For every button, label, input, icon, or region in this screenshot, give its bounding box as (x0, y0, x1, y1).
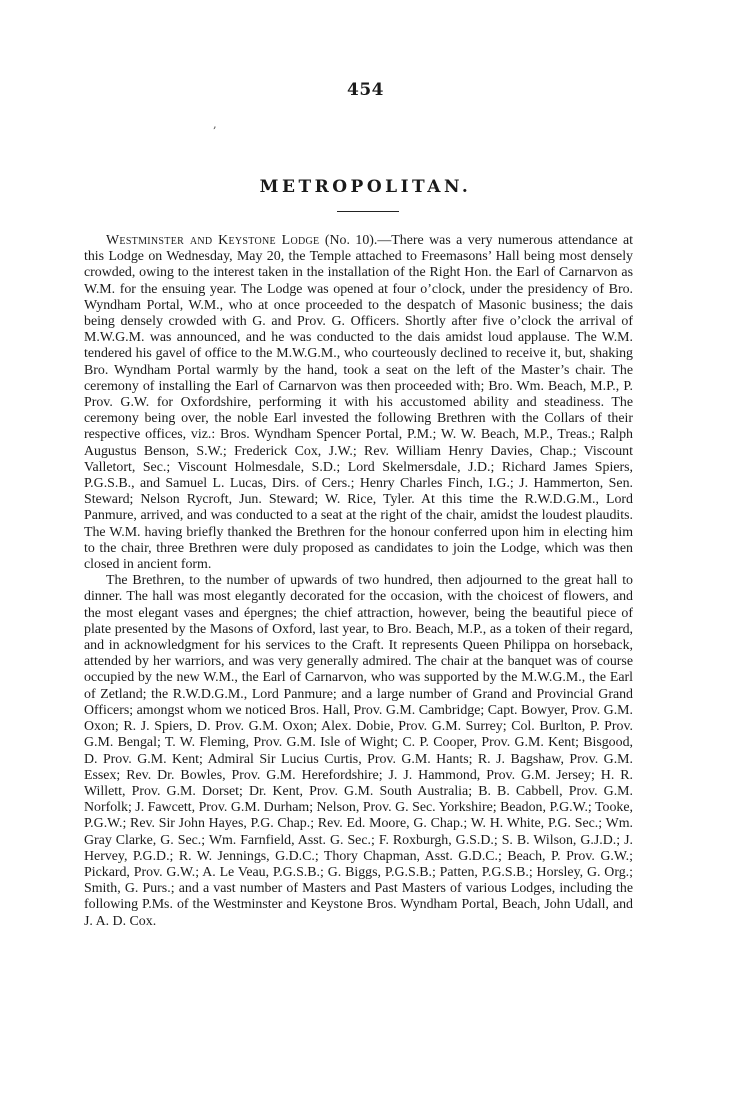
section-title: METROPOLITAN. (259, 177, 472, 197)
page-mark: ‚ (213, 118, 217, 131)
paragraph-text: (No. 10).—There was a very numerous attendance at this Lodge on Wednesday, May 20, the Temple attached to Freemasons’ Hall being most densely crowded, owing to the interest taken in the installation of the Right Hon. the Earl of Carnarvon as W.M. for the ensuing year. The Lodge was opened at four o’clock, under the presidency of Bro. Wyndham Portal, W.M., who at once proceeded to the despatch of Masonic business; the dais being densely crowded with G. and Prov. G. Officers. Shortly after five o’clock the arrival of M.W.G.M. was announced, and he was conducted to the dais amidst loud applause. The W.M. tendered his gavel of office to the M.W.G.M., who courteously declined to receive it, but, shaking Bro. Wyndham Portal warmly by the hand, took a seat on the left of the Master’s chair. The ceremony of installing the Earl of Carnarvon was then proceeded with; Bro. Wm. Beach, M.P., P. Prov. G.W. for Oxfordshire, performing it with his accustomed ability and steadiness. The ceremony being over, the noble Earl invested the following Brethren with the Collars of their respective offices, viz.: Bros. Wyndham Spencer Portal, P.M.; W. W. Beach, M.P., Treas.; Ralph Augustus Benson, S.W.; Frederick Cox, J.W.; Rev. William Henry Davies, Chap.; Viscount Valletort, Sec.; Viscount Holmesdale, S.D.; Lord Skelmersdale, J.D.; Richard James Spiers, P.G.S.B., and Samuel L. Lucas, Dirs. of Cers.; Henry Charles Finch, I.G.; J. Hammerton, Sen. Steward; Nelson Rycroft, Jun. Steward; W. Rice, Tyler. At this time the R.W.D.G.M., Lord Panmure, arrived, and was conducted to a seat at the right of the chair, amidst the loudest plaudits. The W.M. having briefly thanked the Brethren for the honour conferred upon him in electing him to the chair, three Brethren were duly proposed as candidates to join the Lodge, which was then closed in ancient form. (84, 233, 633, 573)
article-paragraph (84, 573, 633, 929)
article-paragraph (84, 233, 633, 573)
paragraph-text: The Brethren, to the number of upwards of two hundred, then adjourned to the great hall to dinner. The hall was most elegantly decorated for the occasion, with the choicest of flowers, and the most elegant vases and épergnes; the chief attraction, however, being the beautiful piece of plate presented by the Masons of Oxford, last year, to Bro. Beach, M.P., as a token of their regard, and in acknowledgment for his services to the Craft. It represents Queen Philippa on horseback, attended by her warriors, and was very generally admired. The chair at the banquet was of course occupied by the new W.M., the Earl of Carnarvon, who was supported by the M.W.G.M., the Earl of Zetland; the R.W.D.G.M., Lord Panmure; and a large number of Grand and Provincial Grand Officers; amongst whom we noticed Bros. Hall, Prov. G.M. Cambridge; Capt. Bowyer, Prov. G.M. Oxon; R. J. Spiers, D. Prov. G.M. Oxon; Alex. Dobie, Prov. G.M. Surrey; Col. Burlton, P. Prov. G.M. Bengal; T. W. Fleming, Prov. G.M. Isle of Wight; C. P. Cooper, Prov. G.M. Kent; Bisgood, D. Prov. G.M. Kent; Admiral Sir Lucius Curtis, Prov. G.M. Hants; R. J. Bagshaw, Prov. G.M. Essex; Rev. Dr. Bowles, Prov. G.M. Herefordshire; J. J. Hammond, Prov. G.M. Jersey; H. R. Willett, Prov. G.M. Dorset; Dr. Kent, Prov. G.M. South Australia; B. B. Cabbell, Prov. G.M. Norfolk; J. Fawcett, Prov. G.M. Durham; Nelson, Prov. G. Sec. Yorkshire; Beadon, P.G.W.; Tooke, P.G.W.; Rev. Sir John Hayes, P.G. Chap.; Rev. Ed. Moore, G. Chap.; W. H. White, P.G. Sec.; Wm. Gray Clarke, G. Sec.; Wm. Farnfield, Asst. G. Sec.; F. Roxburgh, G.S.D.; S. B. Wilson, G.J.D.; J. Hervey, P.G.D.; R. W. Jennings, G.D.C.; Thory Chapman, Asst. G.D.C.; Beach, P. Prov. G.W.; Pickard, Prov. G.W.; A. Le Veau, P.G.S.B.; G. Biggs, P.G.S.B.; Patten, P.G.S.B.; Horsley, G. Org.; Smith, G. Purs.; and a vast number of Masters and Past Masters of various Lodges, including the following P.Ms. of the Westminster and Keystone Bros. Wyndham Portal, Beach, John Udall, and J. A. D. Cox. (84, 573, 633, 929)
page-number: 454 (347, 80, 384, 100)
lodge-name: Westminster and Keystone Lodge (106, 233, 320, 248)
title-rule (337, 211, 399, 212)
article-body (84, 233, 633, 930)
